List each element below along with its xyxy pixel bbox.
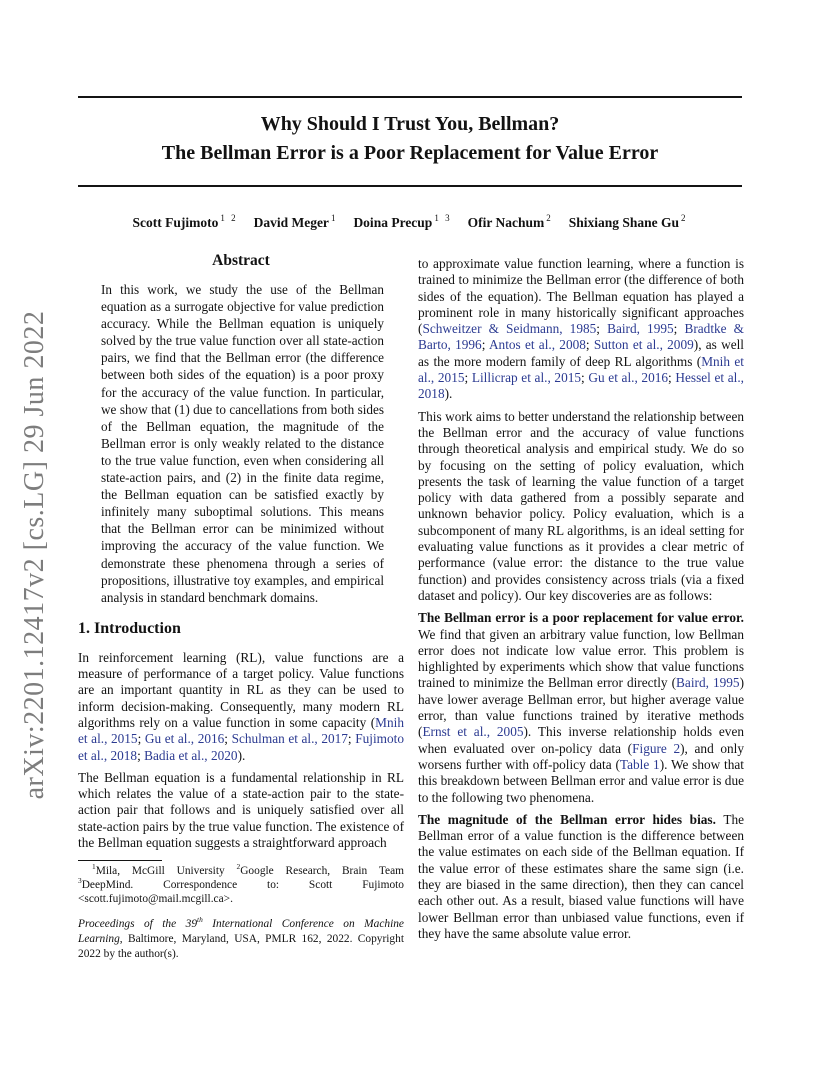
text-run: ; <box>347 731 356 747</box>
authors-line <box>78 213 742 231</box>
text-run: ). We show that this breakdown between Bellman error and value error is due to the following two phenomena. <box>418 756 744 805</box>
right-paragraph-3 <box>418 610 744 806</box>
text-run: Google Research, Brain Team <box>240 865 404 878</box>
text-run: DeepMind. Correspondence to: Scott Fujimoto <scott.fujimoto@mail.mcgill.ca>. <box>78 879 404 905</box>
text-run: ). <box>237 747 246 763</box>
author-name: Doina Precup <box>353 214 433 230</box>
citation-link[interactable]: Gu et al., 2016 <box>144 731 225 747</box>
author-name: David Meger <box>253 214 329 230</box>
citation-link[interactable]: Baird, 1995 <box>607 321 674 337</box>
text-run: ), and only worsens further with off-policy data ( <box>418 740 744 772</box>
footnote-marker: 3 <box>78 876 82 886</box>
citation-link[interactable]: Table 1 <box>619 756 660 772</box>
text-run: ; <box>137 731 145 747</box>
text-run: ; <box>464 370 472 386</box>
text-run: ). <box>444 386 453 402</box>
citation-link[interactable]: Mnih et al., 2015 <box>418 353 744 386</box>
citation-link[interactable]: Hessel et al., 2018 <box>418 370 744 402</box>
text-run: ; <box>673 321 685 337</box>
text-run: to approximate value function learning, where a function is trained to minimize the Bellman error (the difference of both sides of the equation). The Bellman equation has played a prominent role in many historically significant approaches ( <box>418 256 744 337</box>
author-affiliation-superscript: 2 <box>681 213 688 223</box>
footnote-marker: 2 <box>236 862 241 872</box>
left-column <box>78 252 404 962</box>
text-run: International Conference on Machine Learning <box>78 918 404 946</box>
text-run: ; <box>668 370 676 386</box>
paper-title-line1: Why Should I Trust You, Bellman? <box>260 113 560 135</box>
author <box>569 215 688 230</box>
right-paragraph-2 <box>418 409 744 605</box>
title-rule-bottom <box>78 185 742 187</box>
author-affiliation-superscript: 1 2 <box>220 213 238 223</box>
author-name: Ofir Nachum <box>467 214 545 230</box>
text-run: This work aims to better understand the relationship between the Bellman error and the accuracy of value functions through theoretical analysis and empirical study. We do so by focusing on the setting of policy evaluation, which presents the task of learning the value function of a target policy with data gathered from a possibly separate and unknown behavior policy. Policy evaluation, which is a subcomponent of many RL algorithms, is an ideal setting for evaluating value functions as it provides a clear metric of performance (value error: the distance to the true value function) and provides consistency across trials (via a fixed dataset and policy). Our key discoveries are as follows: <box>418 408 744 603</box>
title-rule-top <box>78 96 742 98</box>
text-run: ), as well as the more modern family of deep RL algorithms ( <box>418 337 744 369</box>
text-run: The Bellman equation is a fundamental relationship in RL which relates the value of a state-action pair to the state-action pair that follows and is uniquely satisfied over all state-action pairs by the true value function. The existence of the Bellman equation suggests a straightforward approach <box>78 769 404 851</box>
author-name: Scott Fujimoto <box>132 214 219 230</box>
author <box>468 215 553 230</box>
text-run: In reinforcement learning (RL), value functions are a measure of performance of a target policy. Value functions are an important quantity in RL as they can be used to inform decision-making. Consequently, many modern RL algorithms rely on a value function in some capacity ( <box>78 649 404 730</box>
section-heading-introduction: 1. Introduction <box>78 619 181 637</box>
citation-link[interactable]: Baird, 1995 <box>676 675 740 691</box>
right-paragraph-4 <box>418 812 744 942</box>
citation-link[interactable]: Badia et al., 2020 <box>144 747 238 763</box>
right-column <box>418 252 744 948</box>
text-run: ; <box>581 370 589 386</box>
citation-link[interactable]: Fujimoto et al., 2018 <box>78 731 404 763</box>
abstract-heading: Abstract <box>212 252 270 269</box>
citation-link[interactable]: Antos et al., 2008 <box>488 337 586 353</box>
citation-link[interactable]: Schweitzer & Seidmann, 1985 <box>422 321 597 337</box>
text-run: th <box>197 915 203 925</box>
text-run: We find that given an arbitrary value function, low Bellman error does not indicate low value error. This problem is highlighted by experiments which show that value functions trained to minimize the Bellman error directly ( <box>418 626 744 691</box>
text-run: Proceedings of the 39 <box>78 918 198 931</box>
citation-link[interactable]: Sutton et al., 2009 <box>593 337 694 353</box>
author-affiliation-superscript: 2 <box>546 213 553 223</box>
paper-title-line2: The Bellman Error is a Poor Replacement for Value Error <box>161 142 659 164</box>
author-affiliation-superscript: 1 3 <box>434 213 452 223</box>
proceedings-copyright-note <box>78 917 404 961</box>
author <box>353 215 451 230</box>
author <box>132 215 237 230</box>
introduction-paragraph-1 <box>78 650 404 764</box>
author-affiliation-superscript: 1 <box>330 213 338 223</box>
text-run: The Bellman error of a value function is the difference between the value estimates on each side of the Bellman equation. If the value error of these estimates share the same sign (i.e. they are biased in the same direction), then they can cancel each other out. As a result, biased value functions will have lower Bellman error than unbiased value functions, even if they have the same absolute value error. <box>418 811 744 941</box>
text-run: ; <box>585 337 594 353</box>
citation-link[interactable]: Mnih et al., 2015 <box>78 714 404 747</box>
introduction-paragraph-2 <box>78 770 404 851</box>
text-run: ). This inverse relationship holds even when evaluated over on-policy data ( <box>418 724 744 756</box>
citation-link[interactable]: Gu et al., 2016 <box>588 370 669 386</box>
arxiv-watermark: arXiv:2201.12417v2 [cs.LG] 29 Jun 2022 <box>19 310 50 800</box>
citation-link[interactable]: Ernst et al., 2005 <box>422 724 524 740</box>
citation-link[interactable]: Lillicrap et al., 2015 <box>471 370 582 386</box>
text-run: ; <box>596 321 608 337</box>
citation-link[interactable]: Bradtke & Barto, 1996 <box>418 321 745 353</box>
text-run: The magnitude of the Bellman error hides bias. <box>418 811 716 827</box>
text-run: , Baltimore, Maryland, USA, PMLR 162, 2022. Copyright 2022 by the author(s). <box>78 933 404 960</box>
paper-title <box>78 110 742 168</box>
affiliation-footnote <box>78 862 404 906</box>
text-run: ; <box>481 337 489 353</box>
abstract-body: In this work, we study the use of the Bellman equation as a surrogate objective for value prediction accuracy. While the Bellman equation is uniquely solved by the true value function over all state-action pairs, we find that the Bellman error (the difference between both sides of the equation) is a poor proxy for the accuracy of the value function. In particular, we show that (1) due to cancellations from both sides of the Bellman equation, the magnitude of the Bellman error is only weakly related to the distance to the true value function, even when considering all state-action pairs, and (2) in the finite data regime, the Bellman equation can be satisfied exactly by infinitely many suboptimal solutions. This means that the Bellman error can be minimized without improving the accuracy of the value function. We demonstrate these phenomena through a series of propositions, illustrative toy examples, and empirical analysis in standard benchmark domains. <box>101 282 384 605</box>
citation-link[interactable]: Schulman et al., 2017 <box>231 731 348 747</box>
text-run: The Bellman error is a poor replacement for value error. <box>418 610 744 626</box>
text-run: ) have lower average Bellman error, but higher average value error, than value functions trained by iterative methods ( <box>418 675 744 740</box>
text-run: Mila, McGill University <box>95 865 237 878</box>
author <box>254 215 338 230</box>
text-run: ; <box>224 731 232 747</box>
citation-link[interactable]: Figure 2 <box>632 740 681 756</box>
text-run: ; <box>137 747 145 763</box>
footnote-marker: 1 <box>92 862 96 872</box>
footnote-rule <box>78 860 162 861</box>
right-paragraph-1 <box>418 256 744 403</box>
author-name: Shixiang Shane Gu <box>568 214 680 230</box>
